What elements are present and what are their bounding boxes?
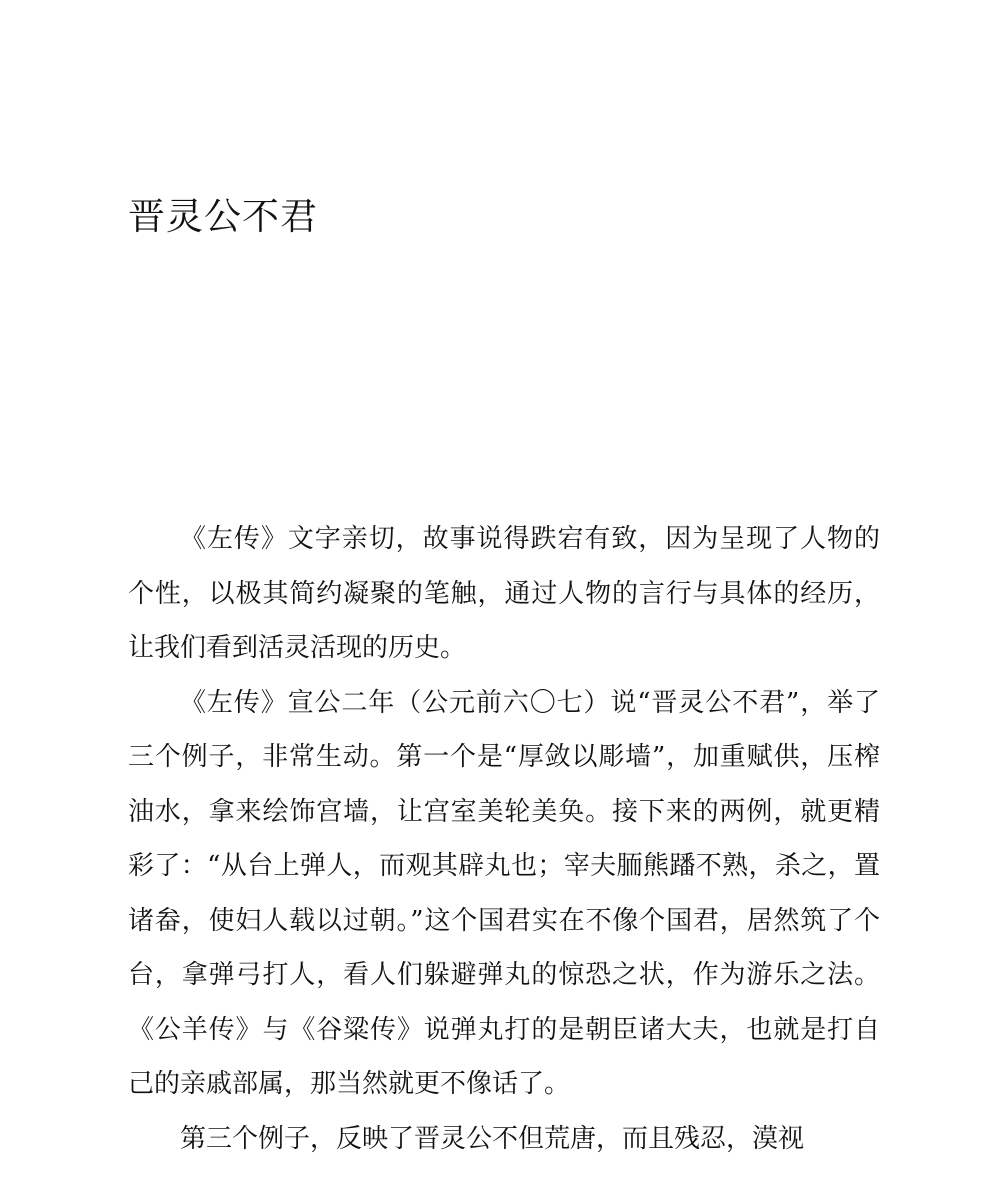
paragraph-third-example: 第三个例子，反映了晋灵公不但荒唐，而且残忍，漠视	[180, 1123, 805, 1154]
paragraph-examples: 《左传》宣公二年（公元前六〇七）说“晋灵公不君”，举了三个例子，非常生动。第一个是“厚敛以彫墙”，加重赋供，压榨油水，拿来绘饰宫墙，让宫室美轮美奂。接下来的两例，就更精彩了：“从台上弹人，而观其辟丸也；宰夫胹熊蹯不熟，杀之，置诸畚，使妇人载以过朝。”这个国君实在不像个国君，居然筑了个台，拿弹弓打人，看人们躲避弹丸的惊恐之状，作为游乐之法。《公羊传》与《谷粱传》说弹丸打的是朝臣诸大夫，也就是打自己的亲戚部属，那当然就更不像话了。	[128, 687, 880, 1099]
body-text	[128, 512, 880, 1166]
chapter-title: 晋灵公不君	[128, 195, 318, 238]
paragraph-intro: 《左传》文字亲切，故事说得跌宕有致，因为呈现了人物的个性，以极其简约凝聚的笔触，通过人物的言行与具体的经历，让我们看到活灵活现的历史。	[128, 524, 880, 663]
